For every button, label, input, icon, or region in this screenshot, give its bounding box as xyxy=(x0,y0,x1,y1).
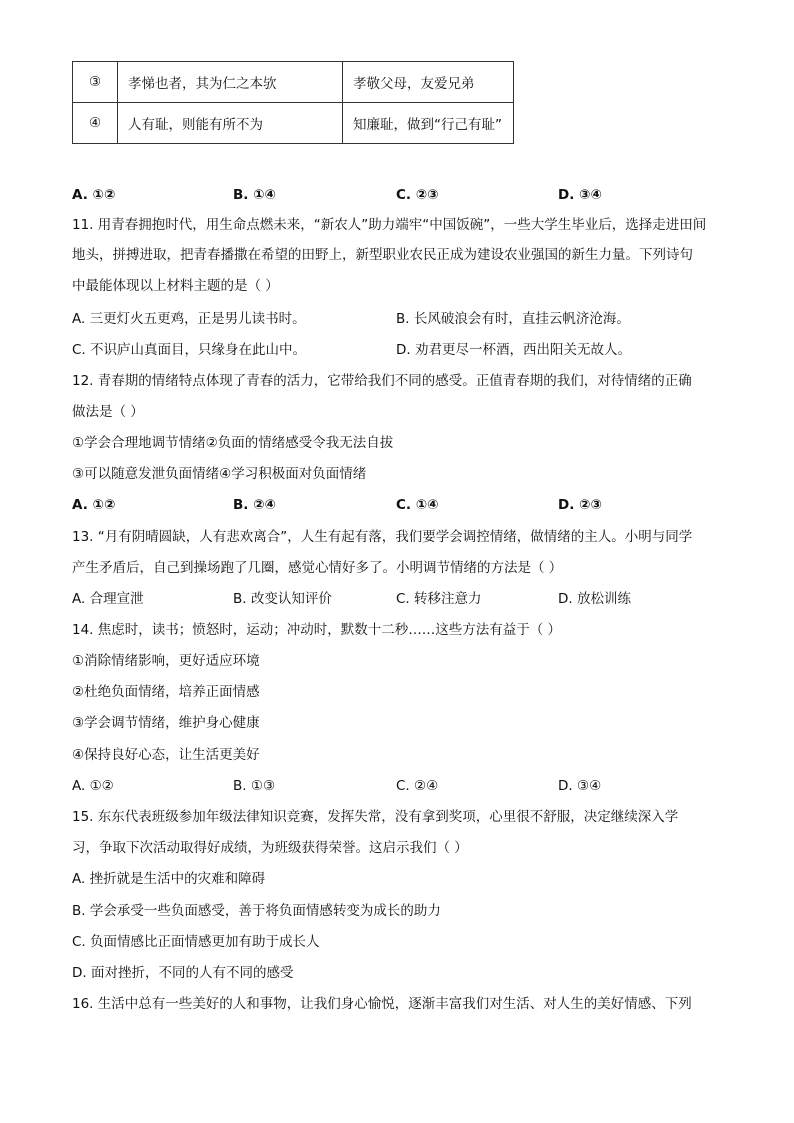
q10-option-a: A. ①② xyxy=(72,187,116,203)
q11-stem-line-3: 中最能体现以上材料主题的是（ ） xyxy=(72,278,279,294)
q14-stem-line: 14. 焦虑时，读书；愤怒时，运动；冲动时，默数十二秒……这些方法有益于（ ） xyxy=(72,622,562,638)
q10-option-c: C. ②③ xyxy=(396,187,439,203)
q15-option-d: D. 面对挫折，不同的人有不同的感受 xyxy=(72,965,294,981)
q13-option-a: A. 合理宣泄 xyxy=(72,591,144,607)
table-row xyxy=(73,103,514,144)
q12-item-line-1: ①学会合理地调节情绪②负面的情绪感受令我无法自拔 xyxy=(72,435,394,451)
table-cell-num: ④ xyxy=(73,103,118,144)
q13-option-c: C. 转移注意力 xyxy=(396,591,482,607)
q11-option-b: B. 长风破浪会有时，直挂云帆济沧海。 xyxy=(396,311,630,327)
table-cell-meaning: 知廉耻，做到“行己有耻” xyxy=(343,103,514,144)
q14-item-3: ③学会调节情绪，维护身心健康 xyxy=(72,715,260,731)
table-row xyxy=(73,62,514,103)
q12-option-d: D. ②③ xyxy=(558,497,602,513)
q14-item-2: ②杜绝负面情绪，培养正面情感 xyxy=(72,684,260,700)
q14-option-a: A. ①② xyxy=(72,778,114,794)
q12-option-a: A. ①② xyxy=(72,497,116,513)
q14-item-1: ①消除情绪影响，更好适应环境 xyxy=(72,653,260,669)
q11-option-d: D. 劝君更尽一杯酒，西出阳关无故人。 xyxy=(396,342,631,358)
q14-option-d: D. ③④ xyxy=(558,778,602,794)
q10-option-d: D. ③④ xyxy=(558,187,602,203)
q15-option-c: C. 负面情感比正面情感更加有助于成长人 xyxy=(72,934,320,950)
q16-stem-line: 16. 生活中总有一些美好的人和事物，让我们身心愉悦，逐渐丰富我们对生活、对人生的美好情感、下列 xyxy=(72,996,692,1012)
q15-stem-line-1: 15. 东东代表班级参加年级法律知识竞赛，发挥失常，没有拿到奖项，心里很不舒服，决定继续深入学 xyxy=(72,809,679,825)
q13-option-d: D. 放松训练 xyxy=(558,591,631,607)
q15-option-b: B. 学会承受一些负面感受，善于将负面情感转变为成长的助力 xyxy=(72,903,441,919)
quote-table xyxy=(72,61,514,144)
q15-stem-line-2: 习，争取下次活动取得好成绩，为班级获得荣誉。这启示我们（ ） xyxy=(72,840,468,856)
q10-option-b: B. ①④ xyxy=(233,187,276,203)
q14-item-4: ④保持良好心态，让生活更美好 xyxy=(72,747,260,763)
q11-option-c: C. 不识庐山真面目，只缘身在此山中。 xyxy=(72,342,307,358)
table-cell-num: ③ xyxy=(73,62,118,103)
table-cell-meaning: 孝敬父母，友爱兄弟 xyxy=(343,62,514,103)
q12-stem-line-2: 做法是（ ） xyxy=(72,404,144,420)
table-cell-quote: 孝悌也者，其为仁之本欤 xyxy=(118,62,343,103)
q14-option-c: C. ②④ xyxy=(396,778,439,794)
q12-stem-line-1: 12. 青春期的情绪特点体现了青春的活力，它带给我们不同的感受。正值青春期的我们，对待情绪的正确 xyxy=(72,373,692,389)
q11-option-a: A. 三更灯火五更鸡，正是男儿读书时。 xyxy=(72,311,306,327)
q13-option-b: B. 改变认知评价 xyxy=(233,591,332,607)
q11-stem-line-2: 地头，拼搏进取，把青春播撒在希望的田野上，新型职业农民正成为建设农业强国的新生力量。下列诗句 xyxy=(72,247,693,263)
q12-option-c: C. ①④ xyxy=(396,497,439,513)
q14-option-b: B. ①③ xyxy=(233,778,276,794)
q12-option-b: B. ②④ xyxy=(233,497,276,513)
table-cell-quote: 人有耻，则能有所不为 xyxy=(118,103,343,144)
q13-stem-line-2: 产生矛盾后，自己到操场跑了几圈，感觉心情好多了。小明调节情绪的方法是（ ） xyxy=(72,560,563,576)
q11-stem-line-1: 11. 用青春拥抱时代，用生命点燃未来，“新农人”助力端牢“中国饭碗”，一些大学生毕业后，选择走进田间 xyxy=(72,217,707,233)
q12-item-line-2: ③可以随意发泄负面情绪④学习积极面对负面情绪 xyxy=(72,466,367,482)
q13-stem-line-1: 13. “月有阴晴圆缺，人有悲欢离合”，人生有起有落，我们要学会调控情绪，做情绪的主人。小明与同学 xyxy=(72,529,693,545)
q15-option-a: A. 挫折就是生活中的灾难和障碍 xyxy=(72,871,266,887)
